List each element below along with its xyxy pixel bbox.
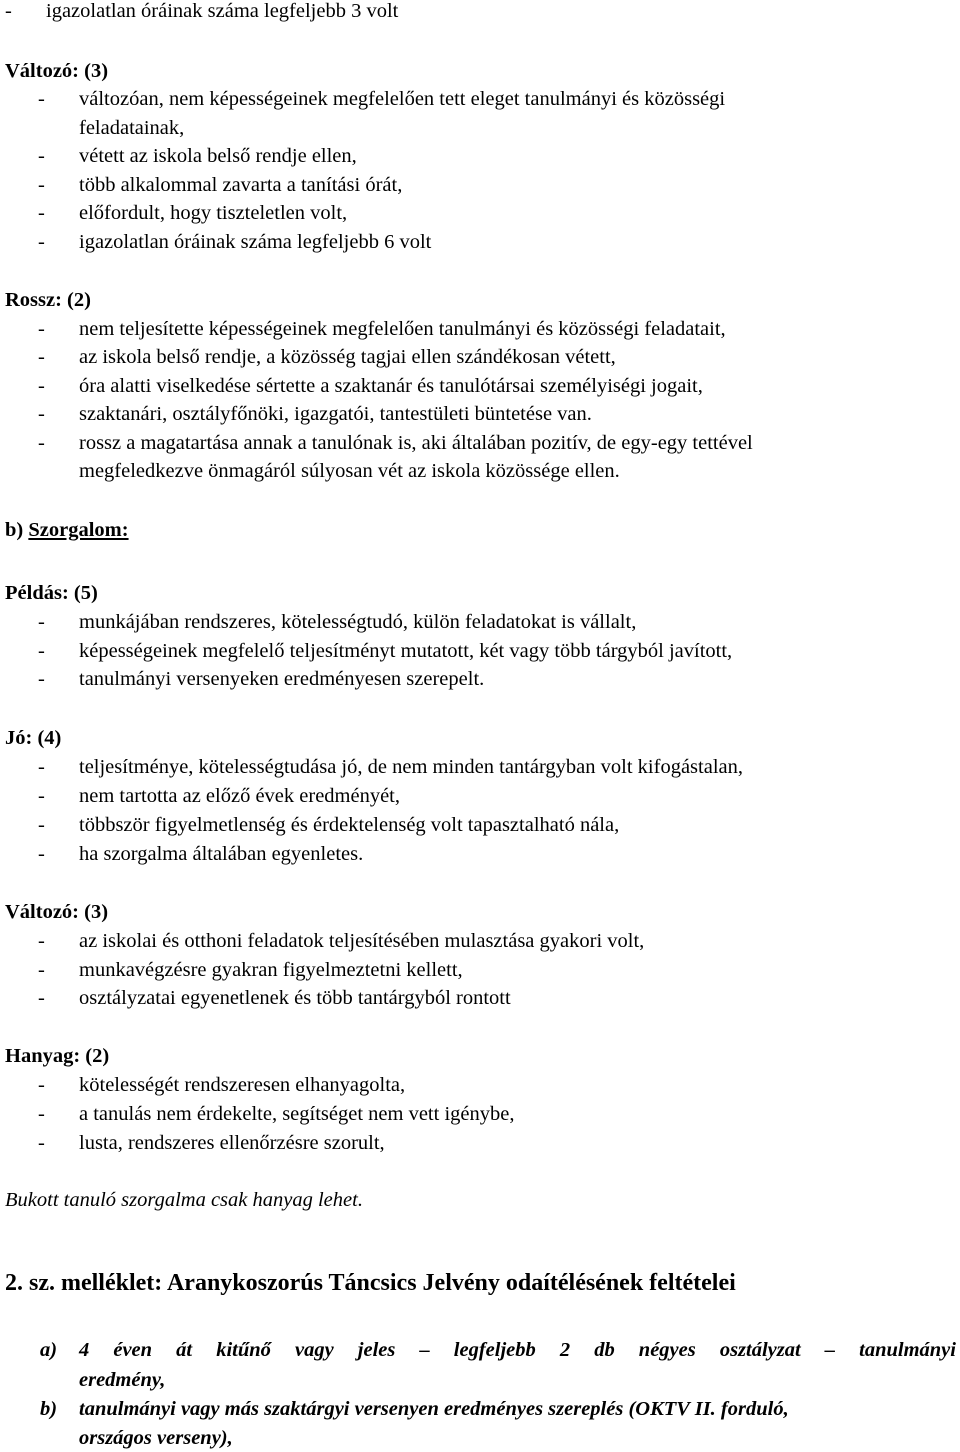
bullet-dash: -	[38, 174, 45, 196]
list-item-text: a tanulás nem érdekelte, segítséget nem vett igénybe,	[79, 1103, 515, 1125]
list-item-text: tanulmányi versenyeken eredményesen szerepelt.	[79, 668, 485, 690]
bullet-dash: -	[38, 959, 45, 981]
list-item-text: az iskola belső rendje, a közösség tagjai ellen szándékosan vétett,	[79, 346, 616, 368]
bullet-dash: -	[38, 987, 45, 1009]
bullet-dash: -	[38, 1132, 45, 1154]
condition-label: a)	[40, 1339, 58, 1361]
bullet-dash: -	[38, 843, 45, 865]
bullet-dash: -	[38, 785, 45, 807]
bullet-dash: -	[38, 668, 45, 690]
condition-text: országos verseny),	[79, 1427, 233, 1449]
bullet-dash: -	[38, 814, 45, 836]
bullet-dash: -	[38, 611, 45, 633]
condition-a-line	[79, 1336, 956, 1364]
section-heading-peldas: Példás: (5)	[5, 582, 98, 604]
list-item-text: rossz a magatartása annak a tanulónak is, aki általában pozitív, de egy-egy tettével	[79, 432, 753, 454]
condition-word: kitűnő	[216, 1339, 271, 1361]
list-item-text: nem tartotta az előző évek eredményét,	[79, 785, 401, 807]
section-title: Szorgalom:	[28, 519, 129, 541]
section-heading-valtozo: Változó: (3)	[5, 60, 109, 82]
bullet-dash: -	[38, 1103, 45, 1125]
section-heading-jo: Jó: (4)	[5, 727, 62, 749]
bullet-dash: -	[38, 145, 45, 167]
appendix-title: 2. sz. melléklet: Aranykoszorús Táncsics Jelvény odaítélésének feltételei	[5, 1270, 736, 1296]
list-item-text: igazolatlan óráinak száma legfeljebb 6 volt	[79, 231, 432, 253]
list-item-text: nem teljesítette képességeinek megfelelően tanulmányi és közösségi feladatait,	[79, 318, 726, 340]
bullet-dash: -	[38, 1074, 45, 1096]
bullet-dash: -	[38, 375, 45, 397]
section-prefix: b)	[5, 519, 24, 541]
bullet-dash: -	[38, 231, 45, 253]
list-item-text: ha szorgalma általában egyenletes.	[79, 843, 364, 865]
list-item-text: vétett az iskola belső rendje ellen,	[79, 145, 357, 167]
bullet-dash: -	[38, 346, 45, 368]
condition-text: tanulmányi vagy más szaktárgyi versenyen eredményes szereplés (OKTV II. forduló,	[79, 1398, 789, 1420]
list-item-text: osztályzatai egyenetlenek és több tantárgyból rontott	[79, 987, 511, 1009]
list-item-text: változóan, nem képességeinek megfelelően tett eleget tanulmányi és közösségi	[79, 88, 726, 110]
condition-word: négyes	[638, 1339, 696, 1361]
list-item-text: teljesítménye, kötelességtudása jó, de nem minden tantárgyban volt kifogástalan,	[79, 756, 743, 778]
section-title-szorgalom	[5, 516, 129, 544]
list-item-text: óra alatti viselkedése sértette a szaktanár és tanulótársai személyiségi jogait,	[79, 375, 703, 397]
condition-word: tanulmányi	[859, 1339, 956, 1361]
condition-word: osztályzat	[719, 1339, 801, 1361]
condition-word: db	[594, 1339, 615, 1361]
list-item-text: többször figyelmetlenség és érdektelenség volt tapasztalható nála,	[79, 814, 620, 836]
condition-word: át	[176, 1339, 193, 1361]
bullet-dash: -	[38, 318, 45, 340]
condition-word: jeles	[357, 1339, 396, 1361]
bullet-dash: -	[38, 930, 45, 952]
list-item-text: képességeinek megfelelő teljesítményt mutatott, két vagy több tárgyból javított,	[79, 640, 733, 662]
list-item-text: több alkalommal zavarta a tanítási órát,	[79, 174, 403, 196]
list-item-text: lusta, rendszeres ellenőrzésre szorult,	[79, 1132, 385, 1154]
condition-word: –	[824, 1339, 836, 1361]
list-item-text: munkájában rendszeres, kötelességtudó, külön feladatokat is vállalt,	[79, 611, 637, 633]
list-item-text: munkavégzésre gyakran figyelmeztetni kellett,	[79, 959, 463, 981]
bullet-dash: -	[38, 88, 45, 110]
bullet-dash: -	[5, 0, 12, 22]
condition-word: vagy	[294, 1339, 334, 1361]
condition-label: b)	[40, 1398, 58, 1420]
condition-word: 2	[559, 1339, 571, 1361]
bullet-dash: -	[38, 640, 45, 662]
italic-note: Bukott tanuló szorgalma csak hanyag lehet.	[5, 1189, 363, 1211]
condition-word: 4	[79, 1339, 90, 1361]
bullet-dash: -	[38, 202, 45, 224]
list-item-text: feladatainak,	[79, 117, 185, 139]
list-item-text: megfeledkezve önmagáról súlyosan vét az iskola közössége ellen.	[79, 460, 620, 482]
section-heading-rossz: Rossz: (2)	[5, 289, 91, 311]
section-heading-hanyag: Hanyag: (2)	[5, 1045, 110, 1067]
bullet-dash: -	[38, 403, 45, 425]
condition-text: eredmény,	[79, 1369, 166, 1391]
condition-word: éven	[113, 1339, 153, 1361]
bullet-dash: -	[38, 756, 45, 778]
bullet-dash: -	[38, 432, 45, 454]
list-item-text: előfordult, hogy tiszteletlen volt,	[79, 202, 348, 224]
list-item-text: igazolatlan óráinak száma legfeljebb 3 volt	[46, 0, 399, 22]
condition-word: legfeljebb	[453, 1339, 536, 1361]
list-item-text: szaktanári, osztályfőnöki, igazgatói, tantestületi büntetése van.	[79, 403, 592, 425]
list-item-text: kötelességét rendszeresen elhanyagolta,	[79, 1074, 406, 1096]
list-item-text: az iskolai és otthoni feladatok teljesítésében mulasztása gyakori volt,	[79, 930, 645, 952]
condition-word: –	[419, 1339, 430, 1361]
section-heading-valtozo-szorgalom: Változó: (3)	[5, 901, 109, 923]
